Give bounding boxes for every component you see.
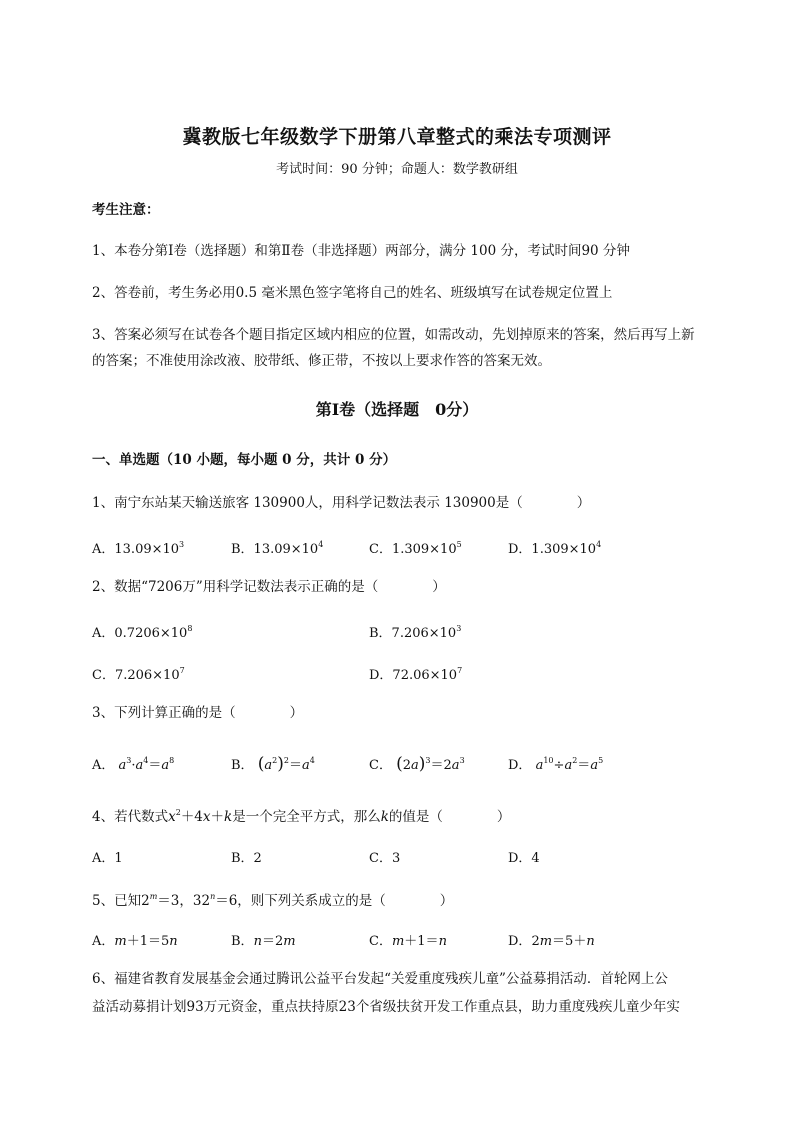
page-title: 冀教版七年级数学下册第八章整式的乘法专项测评 bbox=[182, 126, 612, 148]
q3-c-formula: $(2a)^3=2a^3$ bbox=[396, 754, 465, 774]
q3-a-formula: $a^3\cdot a^4=a^8$ bbox=[118, 756, 175, 773]
q4-variable-k: k bbox=[380, 809, 389, 825]
question-5-stem: 5、已知$2^m=3$，$32^n=6$，则下列关系成立的是（ ） bbox=[92, 892, 454, 909]
q1-option-a[interactable]: A．$13.09\times 10^3$ bbox=[92, 540, 185, 557]
q5-option-c[interactable]: C．m＋1＝n bbox=[369, 934, 447, 949]
q4-option-c[interactable]: C．3 bbox=[369, 851, 401, 866]
q3-d-formula: $a^{10}\div a^2=a^5$ bbox=[535, 756, 604, 773]
notice-item-3: 3、答案必须写在试卷各个题目指定区域内相应的位置，如需改动，先划掉原来的答案，然后再写上新 bbox=[92, 327, 695, 343]
q3-b-formula: $(a^2)^2=a^4$ bbox=[257, 754, 315, 774]
question-1-stem: 1、南宁东站某天输送旅客 130900人，用科学记数法表示 130900是（ ） bbox=[92, 495, 591, 511]
question-4-stem: 4、若代数式$x^2+4x+k$是一个完全平方式，那么k的值是（ ） bbox=[92, 808, 511, 825]
question-6-line-2: 益活动募捐计划93万元资金，重点扶持原23个省级扶贫开发工作重点县，助力重度残疾儿童少年实 bbox=[92, 999, 680, 1015]
q2-option-b[interactable]: B．$7.206\times 10^3$ bbox=[369, 624, 462, 641]
q5-exp-n: n bbox=[210, 892, 216, 901]
q4-option-d[interactable]: D．4 bbox=[508, 851, 540, 866]
section-title: 第Ⅰ卷（选择题 0分） bbox=[315, 400, 479, 419]
q4-option-b[interactable]: B．2 bbox=[231, 851, 262, 866]
question-3-stem: 3、下列计算正确的是（ ） bbox=[92, 705, 304, 721]
notice-heading: 考生注意： bbox=[92, 202, 160, 218]
q1-option-d[interactable]: D．$1.309\times 10^4$ bbox=[508, 540, 602, 557]
q4-option-a[interactable]: A．1 bbox=[92, 851, 123, 866]
q5-option-a[interactable]: A．m＋1＝5n bbox=[92, 934, 178, 949]
notice-item-1: 1、本卷分第Ⅰ卷（选择题）和第Ⅱ卷（非选择题）两部分，满分 100 分，考试时间90 分钟 bbox=[92, 243, 630, 259]
exam-info: 考试时间：90 分钟；命题人：数学教研组 bbox=[276, 162, 518, 177]
q3-option-a[interactable]: A． $a^3\cdot a^4=a^8$ bbox=[92, 756, 175, 773]
q2-option-c[interactable]: C．$7.206\times 10^7$ bbox=[92, 666, 185, 683]
q3-option-c[interactable]: C． $(2a)^3=2a^3$ bbox=[369, 754, 465, 774]
q4-expression: $x^2+4x+k$ bbox=[168, 808, 233, 825]
q3-option-b[interactable]: B． $(a^2)^2=a^4$ bbox=[231, 754, 315, 774]
q5-option-d[interactable]: D．2m＝5＋n bbox=[508, 934, 595, 949]
q2-option-d[interactable]: D．$72.06\times 10^7$ bbox=[369, 666, 463, 683]
notice-item-2: 2、答卷前，考生务必用0.5 毫米黑色签字笔将自己的姓名、班级填写在试卷规定位置上 bbox=[92, 285, 613, 301]
q5-option-b[interactable]: B．n＝2m bbox=[231, 934, 296, 949]
q1-option-b[interactable]: B．$13.09\times 10^4$ bbox=[231, 540, 324, 557]
question-6-line-1: 6、福建省教育发展基金会通过腾讯公益平台发起“关爱重度残疾儿童”公益募捐活动．首轮网上公 bbox=[92, 971, 668, 987]
notice-item-3-cont: 的答案；不准使用涂改液、胶带纸、修正带，不按以上要求作答的答案无效。 bbox=[92, 353, 551, 369]
q2-option-a[interactable]: A．$0.7206\times 10^8$ bbox=[92, 624, 193, 641]
q3-option-d[interactable]: D． $a^{10}\div a^2=a^5$ bbox=[508, 756, 604, 773]
part-heading: 一、单选题（10 小题，每小题 0 分，共计 0 分） bbox=[92, 452, 397, 468]
question-2-stem: 2、数据“7206万”用科学记数法表示正确的是（ ） bbox=[92, 579, 446, 595]
q5-given: $2^m=3$ bbox=[141, 892, 180, 909]
q1-option-c[interactable]: C．$1.309\times 10^5$ bbox=[369, 540, 462, 557]
